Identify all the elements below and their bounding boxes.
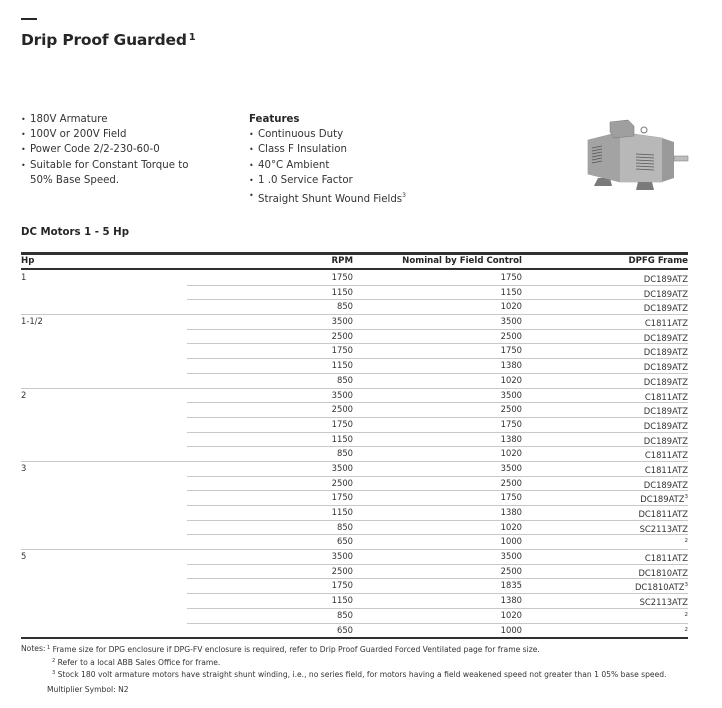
note-marker: 2 — [52, 657, 56, 664]
table-section-title: DC Motors 1 - 5 Hp — [21, 227, 129, 238]
frame-text: DC189ATZ — [643, 479, 688, 490]
frame-text: DC189ATZ — [643, 274, 688, 284]
table-row — [21, 564, 688, 579]
cell-nominal: 1020 — [500, 521, 522, 532]
table-row — [21, 593, 688, 608]
cell-rpm: 1750 — [331, 345, 353, 356]
dc-motor-photo-icon — [580, 118, 692, 192]
title-footnote-marker: 1 — [188, 32, 196, 43]
feature-text: Straight Shunt Wound Fields — [258, 194, 403, 206]
table-body — [21, 270, 688, 637]
page-title-text: Drip Proof Guarded — [21, 31, 187, 49]
table-row — [21, 299, 688, 314]
spec-item — [21, 142, 188, 157]
cell-nominal: 2500 — [500, 330, 522, 341]
cell-rpm: 1750 — [331, 418, 353, 429]
cell-hp: 3 — [21, 462, 27, 473]
feature-item — [249, 188, 406, 207]
spec-list — [21, 112, 188, 188]
cell-rpm: 850 — [337, 521, 353, 532]
cell-nominal: 1380 — [500, 433, 522, 444]
frame-text: DC189ATZ — [643, 303, 688, 314]
table-row — [21, 623, 688, 638]
cell-rpm: 850 — [337, 374, 353, 385]
feature-text: Continuous Duty — [258, 129, 344, 141]
note-marker: 1 — [47, 645, 51, 651]
cell-rpm: 1150 — [331, 286, 353, 297]
table-header — [21, 252, 688, 270]
table-bottom-rule — [21, 637, 688, 639]
cell-nominal: 2500 — [500, 477, 522, 488]
table-row — [21, 505, 688, 520]
table-row — [21, 270, 688, 285]
cell-nominal: 1750 — [500, 345, 522, 356]
table-row — [21, 520, 688, 535]
note-item — [47, 643, 667, 656]
cell-nominal: 3500 — [500, 462, 522, 473]
cell-nominal: 2500 — [500, 404, 522, 415]
cell-nominal: 1750 — [500, 418, 522, 429]
cell-nominal: 3500 — [500, 316, 522, 327]
feature-text: 40°C Ambient — [258, 159, 330, 171]
frame-text: DC189ATZ — [643, 362, 688, 373]
cell-rpm: 3500 — [331, 462, 353, 473]
feature-item — [249, 173, 406, 188]
cell-nominal: 1750 — [500, 272, 522, 282]
cell-nominal: 1380 — [500, 360, 522, 371]
cell-hp: 5 — [21, 551, 27, 562]
cell-nominal: 1000 — [500, 536, 522, 547]
table-row — [21, 608, 688, 623]
table-row — [21, 373, 688, 388]
cell-rpm: 650 — [337, 624, 353, 635]
cell-nominal: 1380 — [500, 595, 522, 606]
frame-text: DC1810ATZ — [638, 567, 688, 578]
cell-rpm: 650 — [337, 536, 353, 547]
note-text: Refer to a local ABB Sales Office for frame. — [57, 657, 221, 667]
frame-text: DC189ATZ — [643, 420, 688, 431]
cell-rpm: 3500 — [331, 389, 353, 400]
cell-rpm: 1750 — [331, 580, 353, 591]
cell-hp: 2 — [21, 389, 27, 400]
cell-frame — [685, 623, 689, 640]
feature-item — [249, 142, 406, 157]
col-header-frame: DPFG Frame — [628, 256, 688, 266]
cell-nominal: 1020 — [500, 301, 522, 312]
feature-item — [249, 127, 406, 142]
cell-hp: 1-1/2 — [21, 316, 43, 327]
feature-text: 1 .0 Service Factor — [258, 174, 353, 186]
notes-body — [47, 643, 667, 681]
cell-nominal: 2500 — [500, 565, 522, 576]
cell-nominal: 1000 — [500, 624, 522, 635]
cell-nominal: 3500 — [500, 389, 522, 400]
cell-nominal: 1020 — [500, 374, 522, 385]
frame-text: SC2113ATZ — [639, 523, 688, 534]
table-row — [21, 578, 688, 593]
footnote-marker: 2 — [684, 611, 688, 618]
frame-text: SC2113ATZ — [639, 597, 688, 608]
table-row — [21, 417, 688, 432]
table-row — [21, 446, 688, 461]
footnote-marker: 3 — [684, 582, 688, 589]
frame-text: C1811ATZ — [644, 464, 688, 475]
features-list — [249, 112, 406, 207]
cell-rpm: 850 — [337, 609, 353, 620]
table-row — [21, 358, 688, 373]
features-heading: Features — [249, 114, 300, 125]
col-header-nominal: Nominal by Field Control — [402, 256, 522, 266]
motor-table — [21, 252, 688, 639]
cell-rpm: 2500 — [331, 565, 353, 576]
table-row — [21, 490, 688, 505]
multiplier-symbol: Multiplier Symbol: N2 — [47, 685, 129, 694]
cell-nominal: 3500 — [500, 551, 522, 562]
note-item — [47, 668, 667, 681]
cell-rpm: 2500 — [331, 404, 353, 415]
frame-text: DC189ATZ — [643, 288, 688, 299]
frame-text: DC189ATZ — [643, 406, 688, 417]
footnote-marker: 3 — [684, 494, 688, 501]
spec-item — [21, 112, 188, 127]
cell-rpm: 1150 — [331, 507, 353, 517]
col-header-hp: Hp — [21, 256, 35, 266]
frame-text: DC189ATZ — [640, 494, 685, 505]
frame-text: DC189ATZ — [643, 347, 688, 358]
frame-text: DC189ATZ — [643, 435, 688, 446]
table-row — [21, 476, 688, 491]
footnote-marker: 2 — [684, 538, 688, 545]
page-title — [21, 31, 196, 49]
spec-text: 180V Armature — [30, 114, 108, 125]
note-text: Stock 180 volt armature motors have straight shunt winding, i.e., no series field, for motors having a field weakened speed not greater than 1 05% base speed. — [57, 670, 667, 679]
table-row — [21, 549, 688, 564]
footnote-marker: 2 — [684, 626, 688, 633]
col-header-rpm: RPM — [331, 256, 353, 266]
spec-text: 100V or 200V Field — [30, 129, 127, 141]
title-accent-bar — [21, 18, 37, 20]
frame-text: C1811ATZ — [644, 450, 688, 461]
cell-rpm: 2500 — [331, 477, 353, 488]
frame-text: C1811ATZ — [644, 391, 688, 402]
cell-hp: 1 — [21, 272, 27, 282]
table-row — [21, 343, 688, 358]
notes-label: Notes: — [21, 644, 46, 653]
frame-text: DC189ATZ — [643, 376, 688, 387]
cell-rpm: 3500 — [331, 551, 353, 562]
table-row — [21, 388, 688, 403]
cell-nominal: 1020 — [500, 448, 522, 459]
table-row — [21, 534, 688, 549]
table-row — [21, 402, 688, 417]
frame-text: C1811ATZ — [644, 318, 688, 329]
cell-rpm: 850 — [337, 448, 353, 459]
cell-rpm: 1750 — [331, 492, 353, 503]
frame-text: DC1811ATZ — [638, 509, 688, 519]
cell-nominal: 1750 — [500, 492, 522, 503]
frame-text: DC189ATZ — [643, 332, 688, 343]
frame-text: DC1810ATZ — [634, 582, 685, 593]
frame-text: C1811ATZ — [644, 553, 688, 564]
cell-nominal: 1150 — [500, 286, 522, 297]
table-row — [21, 432, 688, 447]
cell-nominal: 1835 — [500, 580, 522, 591]
cell-rpm: 1150 — [331, 360, 353, 371]
spec-text-continued: 50% Base Speed. — [30, 174, 120, 186]
cell-rpm: 2500 — [331, 330, 353, 341]
note-text: Frame size for DPG enclosure if DPG-FV enclosure is required, refer to Drip Proof Guarded Forced Ventilated page for frame size. — [52, 645, 540, 654]
spec-text: Suitable for Constant Torque to — [30, 159, 189, 171]
spec-item — [21, 158, 188, 188]
cell-rpm: 3500 — [331, 316, 353, 327]
table-row — [21, 285, 688, 300]
cell-rpm: 1150 — [331, 595, 353, 606]
table-row — [21, 329, 688, 344]
cell-rpm: 1150 — [331, 433, 353, 444]
feature-item — [249, 158, 406, 173]
table-row — [21, 461, 688, 476]
note-marker: 3 — [52, 670, 56, 676]
cell-nominal: 1020 — [500, 609, 522, 620]
table-row — [21, 314, 688, 329]
feature-text: Class F Insulation — [258, 144, 347, 156]
spec-text: Power Code 2/2-230-60-0 — [30, 144, 160, 156]
cell-nominal: 1380 — [500, 507, 522, 517]
cell-rpm: 850 — [337, 301, 353, 312]
spec-item — [21, 127, 188, 142]
footnote-marker: 3 — [402, 192, 406, 200]
note-item — [47, 656, 667, 669]
cell-rpm: 1750 — [331, 272, 353, 282]
